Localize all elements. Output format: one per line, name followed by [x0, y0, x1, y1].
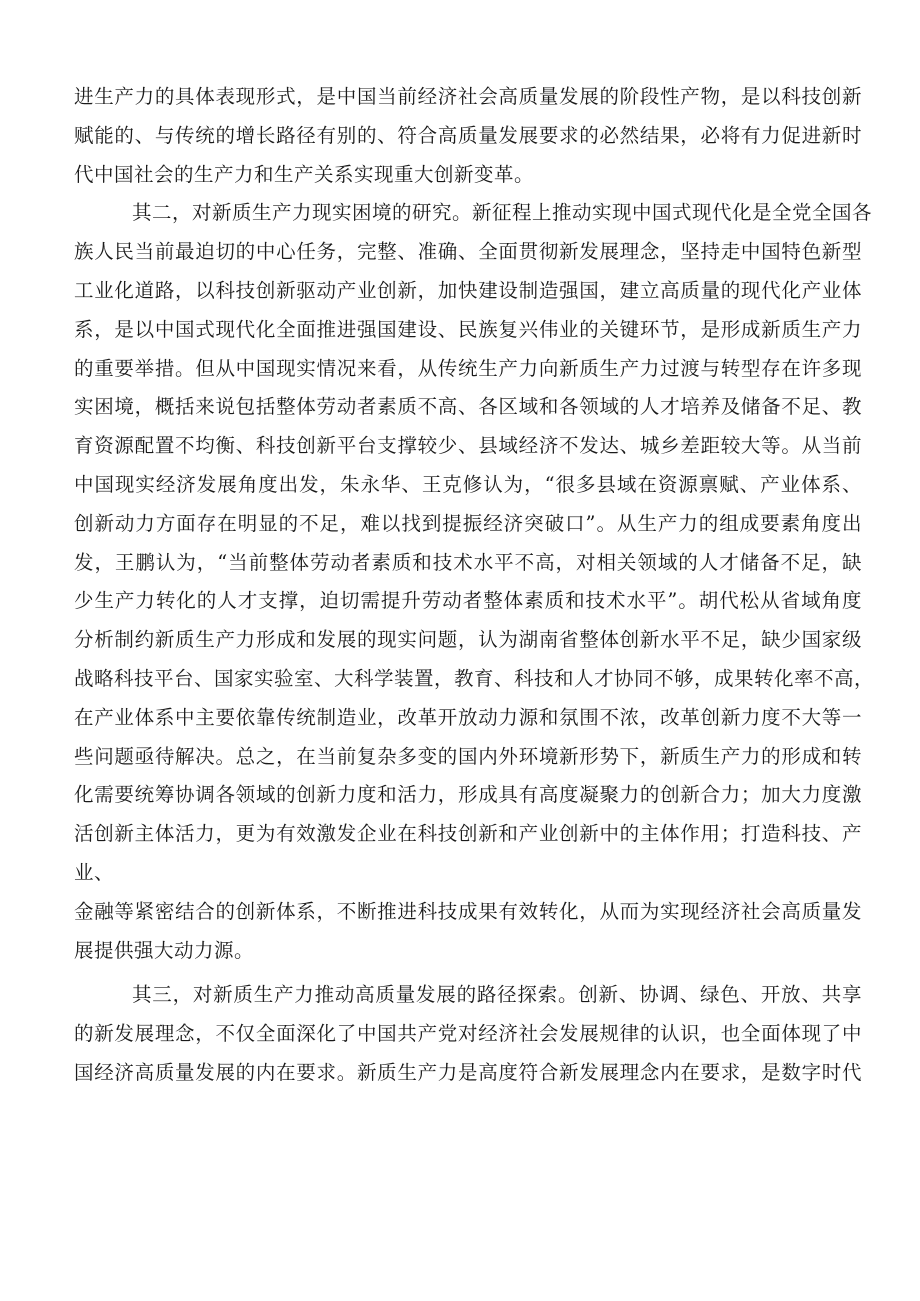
text-line: 金融等紧密结合的创新体系，不断推进科技成果有效转化，从而为实现经济社会高质量发 — [74, 899, 862, 923]
text-line: 赋能的、与传统的增长路径有别的、符合高质量发展要求的必然结果，必将有力促进新时 — [74, 123, 862, 147]
text-line: 业、 — [74, 860, 115, 884]
paragraph-2 — [74, 194, 875, 970]
text-line: 化需要统筹协调各领域的创新力度和活力，形成具有高度凝聚力的创新合力；加大力度激 — [74, 783, 862, 807]
text-line: 系，是以中国式现代化全面推进强国建设、民族复兴伟业的关键环节，是形成新质生产力 — [74, 317, 862, 341]
paragraph-1 — [74, 78, 862, 194]
text-line: 发，王鹏认为，“当前整体劳动者素质和技术水平不高，对相关领域的人才储备不足，缺 — [74, 550, 862, 574]
text-line: 国经济高质量发展的内在要求。新质生产力是高度符合新发展理念内在要求，是数字时代 — [74, 1060, 862, 1084]
text-line: 展提供强大动力源。 — [74, 938, 255, 962]
text-line: 创新动力方面存在明显的不足，难以找到提振经济突破口”。从生产力的组成要素角度出 — [74, 511, 862, 535]
text-line: 育资源配置不均衡、科技创新平台支撑较少、县域经济不发达、城乡差距较大等。从当前 — [74, 434, 862, 458]
text-line: 的新发展理念，不仅全面深化了中国共产党对经济社会发展规律的认识，也全面体现了中 — [74, 1022, 862, 1046]
text-line: 工业化道路，以科技创新驱动产业创新，加快建设制造强国，建立高质量的现代化产业体 — [74, 278, 862, 302]
text-line: 活创新主体活力，更为有效激发企业在科技创新和产业创新中的主体作用；打造科技、产 — [74, 822, 862, 846]
text-line: 族人民当前最迫切的中心任务，完整、准确、全面贯彻新发展理念，坚持走中国特色新型 — [74, 240, 862, 264]
text-line: 分析制约新质生产力形成和发展的现实问题，认为湖南省整体创新水平不足，缺少国家级 — [74, 628, 862, 652]
text-line: 战略科技平台、国家实验室、大科学装置，教育、科技和人才协同不够，成果转化率不高， — [74, 666, 875, 690]
document-page — [74, 78, 875, 1093]
paragraph-3 — [74, 976, 862, 1092]
text-line: 的重要举措。但从中国现实情况来看，从传统生产力向新质生产力过渡与转型存在许多现 — [74, 356, 862, 380]
text-line: 进生产力的具体表现形式，是中国当前经济社会高质量发展的阶段性产物，是以科技创新 — [74, 85, 862, 108]
text-line: 在产业体系中主要依靠传统制造业，改革开放动力源和氛围不浓，改革创新力度不大等一 — [74, 705, 862, 729]
text-line: 其三，对新质生产力推动高质量发展的路径探索。创新、协调、绿色、开放、共享 — [132, 983, 862, 1007]
text-line: 实困境，概括来说包括整体劳动者素质不高、各区域和各领域的人才培养及储备不足、教 — [74, 395, 862, 419]
text-line: 些问题亟待解决。总之，在当前复杂多变的国内外环境新形势下，新质生产力的形成和转 — [74, 744, 862, 768]
text-line: 其二，对新质生产力现实困境的研究。新征程上推动实现中国式现代化是全党全国各 — [132, 201, 873, 225]
text-line: 代中国社会的生产力和生产关系实现重大创新变革。 — [74, 162, 535, 186]
text-line: 少生产力转化的人才支撑，迫切需提升劳动者整体素质和技术水平”。胡代松从省域角度 — [74, 589, 862, 613]
text-line: 中国现实经济发展角度出发，朱永华、王克修认为，“很多县域在资源禀赋、产业体系、 — [74, 472, 862, 496]
